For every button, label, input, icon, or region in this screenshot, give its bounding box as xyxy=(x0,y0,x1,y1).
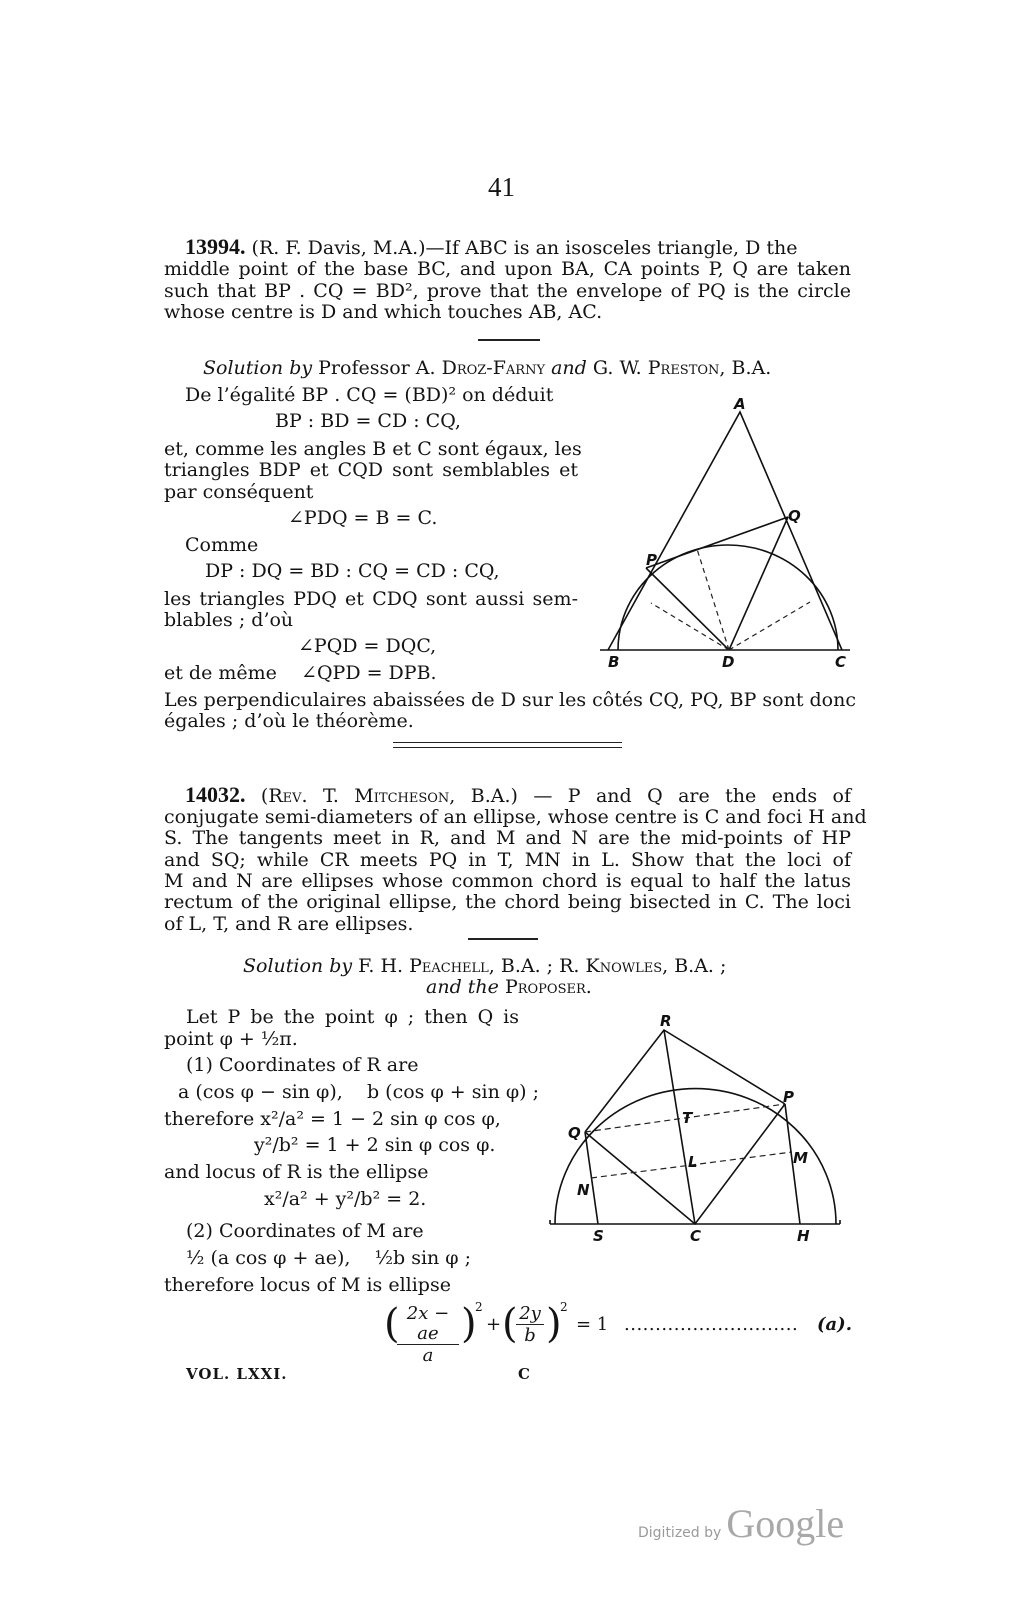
equation-tag: (a). xyxy=(817,1314,852,1335)
solution-line: Les perpendiculaires abaissées de D sur les côtés CQ, PQ, BP sont donc xyxy=(164,689,856,711)
solution-line: Let P be the point φ ; then Q is xyxy=(186,1006,519,1028)
denominator: a xyxy=(422,1345,434,1366)
close-paren: ) xyxy=(461,1301,477,1347)
solution-line: Comme xyxy=(185,534,259,556)
numerator: 2x − ae xyxy=(397,1304,459,1345)
exponent: 2 xyxy=(475,1300,483,1314)
close-paren: ) xyxy=(546,1301,562,1347)
exponent: 2 xyxy=(560,1300,568,1314)
solver-name: G. W. Preston, B.A. xyxy=(592,357,772,379)
solution-equation: et de même ∠QPD = DPB. xyxy=(164,662,437,684)
problem-author: (R. F. Davis, M.A.) xyxy=(251,237,426,259)
signature-mark: C xyxy=(518,1365,530,1383)
label-s: S xyxy=(593,1227,604,1245)
solution-by-label: Solution by xyxy=(243,955,353,977)
label-q: Q xyxy=(568,1124,581,1142)
numerator: 2y xyxy=(516,1304,544,1325)
solution-line: par conséquent xyxy=(164,481,314,503)
solution-equation: y²/b² = 1 + 2 sin φ cos φ. xyxy=(254,1134,496,1156)
figure-ellipse xyxy=(542,1008,822,1248)
solution-line: égales ; d’où le théorème. xyxy=(164,710,414,732)
segment-dp xyxy=(646,568,729,650)
solver-title: Professor A. xyxy=(318,357,436,379)
solution-line: and locus of R is the ellipse xyxy=(164,1161,429,1183)
perpendicular-bp xyxy=(651,603,729,650)
plus-sign: + xyxy=(486,1314,502,1335)
segment-dq xyxy=(729,517,788,650)
problem-text-line: and SQ; while CR meets PQ in T, MN in L. Show that the loci of xyxy=(164,849,851,871)
solution-equation: DP : DQ = BD : CQ = CD : CQ, xyxy=(205,560,500,582)
dot-leader: ............................ xyxy=(624,1314,799,1335)
triangle-side xyxy=(608,412,842,650)
digitized-by-watermark xyxy=(638,1500,844,1547)
solution-equation: x²/a² + y²/b² = 2. xyxy=(264,1188,427,1210)
section-rule xyxy=(468,938,538,940)
label-c: C xyxy=(690,1227,702,1245)
and-label: and xyxy=(551,357,587,379)
problem-text-line: — P and Q are the ends of xyxy=(533,785,851,807)
solution-equation: BP : BD = CD : CQ, xyxy=(275,410,461,432)
solution-line: blables ; d’où xyxy=(164,609,294,631)
solution-line: (1) Coordinates of R are xyxy=(186,1054,419,1076)
label-b: B xyxy=(608,653,620,671)
solution-line: point φ + ½π. xyxy=(164,1028,298,1050)
volume-footer: VOL. LXXI. xyxy=(186,1365,288,1383)
problem-number: 13994. xyxy=(185,234,246,259)
problem-number: 14032. xyxy=(185,782,246,807)
label-q: Q xyxy=(788,507,801,525)
figure-isosceles-triangle xyxy=(596,390,856,680)
digitized-by-text: Digitized by xyxy=(638,1525,722,1541)
problem-text-line: conjugate semi-diameters of an ellipse, whose centre is C and foci H and xyxy=(164,806,867,828)
label-a: A xyxy=(734,395,746,413)
problem-13994-first-line xyxy=(185,236,798,259)
problem-text-line: rectum of the original ellipse, the chord being bisected in C. The loci xyxy=(164,891,851,913)
solution-equation: therefore x²/a² = 1 − 2 sin φ cos φ, xyxy=(164,1108,501,1130)
equation-a xyxy=(384,1300,854,1366)
label-n: N xyxy=(577,1181,590,1199)
problem-text-line: whose centre is D and which touches AB, AC. xyxy=(164,301,603,323)
label-m: M xyxy=(793,1149,808,1167)
problem-author: (Rev. T. Mitcheson, B.A.) xyxy=(260,785,518,807)
solution-line: (2) Coordinates of M are xyxy=(186,1220,424,1242)
label-l: L xyxy=(688,1153,698,1171)
open-paren: ( xyxy=(384,1301,400,1347)
solver-name: Droz-Farny xyxy=(441,357,546,379)
problem-text-line: of L, T, and R are ellipses. xyxy=(164,913,414,935)
page-number: 41 xyxy=(488,172,515,202)
label-r: R xyxy=(660,1012,672,1030)
proposer-label: Proposer. xyxy=(504,976,592,998)
solution-line: les triangles PDQ et CDQ sont aussi sem- xyxy=(164,588,578,610)
segment-cr xyxy=(664,1030,695,1224)
rhs: = 1 xyxy=(576,1314,609,1335)
solution-line: therefore locus of M is ellipse xyxy=(164,1274,451,1296)
solution-equation: ½ (a cos φ + ae), ½b sin φ ; xyxy=(186,1247,472,1269)
google-logo: Google xyxy=(726,1501,845,1546)
solution-equation: ∠PQD = DQC, xyxy=(298,635,437,657)
section-rule xyxy=(478,339,540,341)
solution-equation: ∠PDQ = B = C. xyxy=(288,507,438,529)
label-p: P xyxy=(783,1088,794,1106)
solution-line: et, comme les angles B et C sont égaux, les xyxy=(164,438,582,460)
problem-text-line: S. The tangents meet in R, and M and N are the mid-points of HP xyxy=(164,827,851,849)
solution-heading xyxy=(203,357,771,379)
solution-equation: a (cos φ − sin φ), b (cos φ + sin φ) ; xyxy=(178,1081,540,1103)
fraction-1 xyxy=(397,1304,459,1367)
label-p: P xyxy=(646,551,657,569)
solution-line: triangles BDP et CQD sont semblables et xyxy=(164,459,578,481)
label-c: C xyxy=(835,653,847,671)
section-double-rule-top xyxy=(393,742,622,743)
perpendicular-cq xyxy=(729,602,810,650)
problem-text-line: M and N are ellipses whose common chord is equal to half the latus xyxy=(164,870,851,892)
solution-by-label: Solution by xyxy=(203,357,313,379)
denominator: b xyxy=(524,1325,536,1346)
problem-text-line: such that BP . CQ = BD², prove that the envelope of PQ is the circle xyxy=(164,280,851,302)
section-double-rule-bottom xyxy=(393,747,622,748)
solution-heading xyxy=(243,955,726,977)
solver-names: F. H. Peachell, B.A. ; R. Knowles, B.A. ; xyxy=(358,955,727,977)
label-t: T xyxy=(682,1109,693,1127)
open-paren: ( xyxy=(502,1301,518,1347)
and-the-label: and the xyxy=(426,976,499,998)
fraction-2 xyxy=(516,1304,544,1347)
solution-heading-line2 xyxy=(426,976,592,998)
label-h: H xyxy=(797,1227,810,1245)
label-d: D xyxy=(722,653,735,671)
solution-line: De l’égalité BP . CQ = (BD)² on déduit xyxy=(185,384,554,406)
problem-text-line: —If ABC is an isosceles triangle, D the xyxy=(425,237,798,259)
problem-text-line: middle point of the base BC, and upon BA, CA points P, Q are taken xyxy=(164,258,851,280)
problem-14032-first-line xyxy=(185,784,851,807)
